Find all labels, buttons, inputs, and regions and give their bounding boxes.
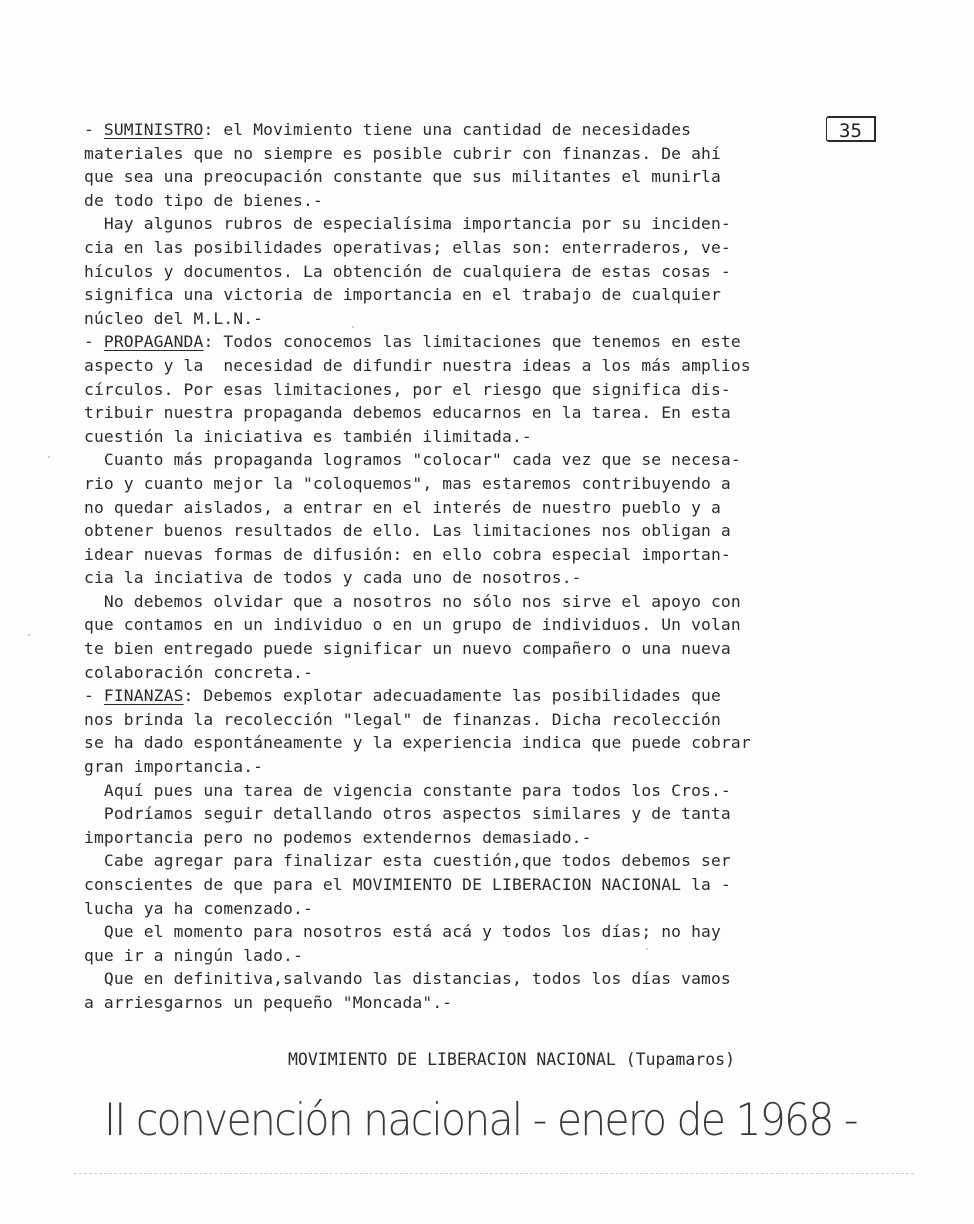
text-line: gran importancia.- [84,757,264,777]
signature-line: MOVIMIENTO DE LIBERACION NACIONAL (Tupamaros) [288,1050,736,1069]
text-line: idear nuevas formas de difusión: en ello cobra especial importan- [84,544,731,564]
handwritten-note: II convención nacional - enero de 1968 - [104,1094,857,1146]
text-line: obtener buenos resultados de ello. Las limitaciones nos obligan a [84,521,731,541]
text-line: Hay algunos rubros de especialísima importancia por su inciden- [84,214,731,234]
text-line: - SUMINISTRO: el Movimiento tiene una cantidad de necesidades [84,120,692,139]
section-heading-propaganda: PROPAGANDA [103,332,204,352]
text-line: nos brinda la recolección "legal" de finanzas. Dicha recolección [84,709,721,729]
paper-speck [48,456,50,458]
page-number-box: 35 [826,116,876,142]
text-line: cia la inciativa de todos y cada uno de nosotros.- [84,568,582,588]
text-line: que ir a ningún lado.- [84,945,303,965]
text-line: materiales que no siempre es posible cubrir con finanzas. De ahí [84,143,721,163]
paper-speck [28,634,30,636]
paper-speck [352,326,354,328]
text-line: importancia pero no podemos extendernos demasiado.- [84,827,592,847]
line-rest: : el Movimiento tiene una cantidad de necesidades [203,120,692,139]
text-line: cia en las posibilidades operativas; ellas son: enterraderos, ve- [84,237,731,257]
paper-speck [646,948,648,950]
text-line: lucha ya ha comenzado.- [84,898,313,918]
text-line: cuestión la iniciativa es también ilimitada.- [84,426,532,446]
text-line: No debemos olvidar que a nosotros no sólo nos sirve el apoyo con [84,591,741,611]
text-line: Cabe agregar para finalizar esta cuestión,que todos debemos ser [84,851,731,871]
text-line: se ha dado espontáneamente y la experiencia indica que puede cobrar [84,733,751,753]
text-line: Aquí pues una tarea de vigencia constante para todos los Cros.- [84,780,731,800]
text-line: círculos. Por esas limitaciones, por el riesgo que significa dis- [84,379,731,399]
text-line: significa una victoria de importancia en el trabajo de cualquier [84,285,721,305]
text-line: rio y cuanto mejor la "coloquemos", mas estaremos contribuyendo a [84,473,731,493]
text-line: - FINANZAS: Debemos explotar adecuadamente las posibilidades que [84,686,721,706]
text-line: que sea una preocupación constante que sus militantes el munirla [84,167,721,187]
text-line: - PROPAGANDA: Todos conocemos las limitaciones que tenemos en este [84,332,741,352]
text-line: te bien entregado puede significar un nuevo compañero o una nueva [84,639,731,659]
text-line: Que en definitiva,salvando las distancias, todos los días vamos [84,969,731,989]
text-line: hículos y documentos. La obtención de cualquiera de estas cosas - [84,261,731,281]
section-heading-finanzas: FINANZAS [103,686,184,706]
text-line: conscientes de que para el MOVIMIENTO DE LIBERACION NACIONAL la - [84,875,731,894]
text-line: Que el momento para nosotros está acá y todos los días; no hay [84,922,721,942]
text-line: de todo tipo de bienes.- [84,190,323,210]
text-line: núcleo del M.L.N.- [84,308,264,328]
text-line: que contamos en un individuo o en un grupo de individuos. Un volan [84,615,741,635]
text-line: Podríamos seguir detallando otros aspectos similares y de tanta [84,804,731,824]
line-rest: : Debemos explotar adecuadamente las posibilidades que [183,686,721,706]
line-rest: : Todos conocemos las limitaciones que tenemos en este [203,332,741,352]
text-line: Cuanto más propaganda logramos "colocar" cada vez que se necesa- [84,450,741,470]
text-line: colaboración concreta.- [84,662,313,682]
section-heading-suministro: SUMINISTRO [103,120,204,139]
text-line: a arriesgarnos un pequeño "Moncada".- [84,992,453,1012]
text-line: no quedar aislados, a entrar en el interés de nuestro pueblo y a [84,497,721,517]
text-line: tribuir nuestra propaganda debemos educarnos en la tarea. En esta [84,403,731,423]
body-text [84,118,884,1015]
text-line: aspecto y la necesidad de difundir nuestra ideas a los más amplios [84,355,751,375]
page-divider [74,1173,914,1174]
